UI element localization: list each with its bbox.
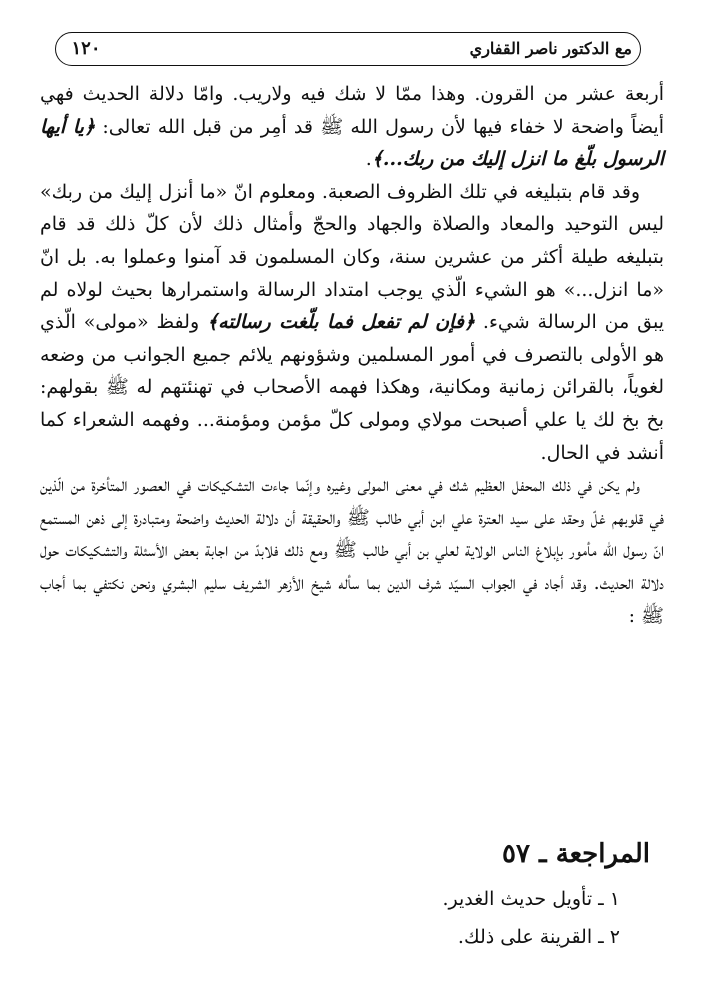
section-heading: المراجعة ـ ٥٧ <box>502 839 650 869</box>
list-item: ١ ـ تأويل حديث الغدير. <box>442 888 620 910</box>
quran-quote-1: ﴿يا أيها الرسول بلّغ ما انزل إليك من ربك...﴾ <box>40 115 664 171</box>
paragraph-3: ولم يكن في ذلك المحفل العظيم شك في معنى المولى وغيره وإنّما جاءت التشكيكات في العصور المتأخرة من الّذين في قلوبهم غلّ وحقد على سيد العترة علي ابن أبي طالب ﷺ والحقيقة أن دلالة الحديث واضحة ومتبادرة إلى ذهن المستمع انّ رسول الله مأمور بإبلاغ الناس الولاية لعلي بن أبي طالب ﷺ ومع ذلك فلابدّ من اجابة بعض الأسئلة والتشكيكات حول دلالة الحديث. وقد أجاد في الجواب السيّد شرف الدين بما سأله شيخ الأزهر الشريف سليم البشري ونحن نكتفي بما أجاب ﷺ : <box>40 474 664 627</box>
paragraph-2 <box>40 176 664 469</box>
topic-list <box>442 880 620 956</box>
page-number: ١٢٠ <box>71 38 101 59</box>
paragraph-1-text-b: . <box>365 148 372 171</box>
paragraph-2-text-a: وقد قام بتبليغه في تلك الظروف الصعبة. ومعلوم انّ «ما أنزل إليك من ربك» ليس التوحيد والمعاد والصلاة والجهاد والحجّ وأمثال ذلك لأن كلّ ذلك قد قام بتبليغه طيلة أكثر من عشرين سنة، وكان المسلمون قد آمنوا وعملوا به. بل انّ «ما انزل...» هو الشيء الّذي يوجب امتداد الرسالة واستمرارها بحيث لولاه لم يبق من الرسالة شيء. <box>40 180 664 334</box>
paragraph-1 <box>40 78 664 176</box>
list-item: ٢ ـ القرينة على ذلك. <box>457 926 620 948</box>
paragraph-2-text-b: ولفظ «مولى» الّذي هو الأولى بالتصرف في أمور المسلمين وشؤونهم يلائم جميع الجوانب من وضعه لغوياً، بالقرائن زمانية ومكانية، وهكذا فهمه الأصحاب في تهنئتهم له ﷺ بقولهم: بخ بخ لك يا علي أصبحت مولاي ومولى كلّ مؤمن ومؤمنة... وفهمه الشعراء كما أنشد في الحال. <box>40 311 665 464</box>
paragraph-1-text-a: أربعة عشر من القرون. وهذا ممّا لا شك فيه ولاريب. وامّا دلالة الحديث فهي أيضاً واضحة لا خفاء فيها لأن رسول الله ﷺ قد أمِر من قبل الله تعالى: <box>40 83 664 138</box>
body-text <box>40 78 664 632</box>
running-title: مع الدكتور ناصر القفاري <box>469 39 632 58</box>
quran-quote-2: ﴿فإن لم تفعل فما بلّغت رسالته﴾ <box>207 311 476 334</box>
